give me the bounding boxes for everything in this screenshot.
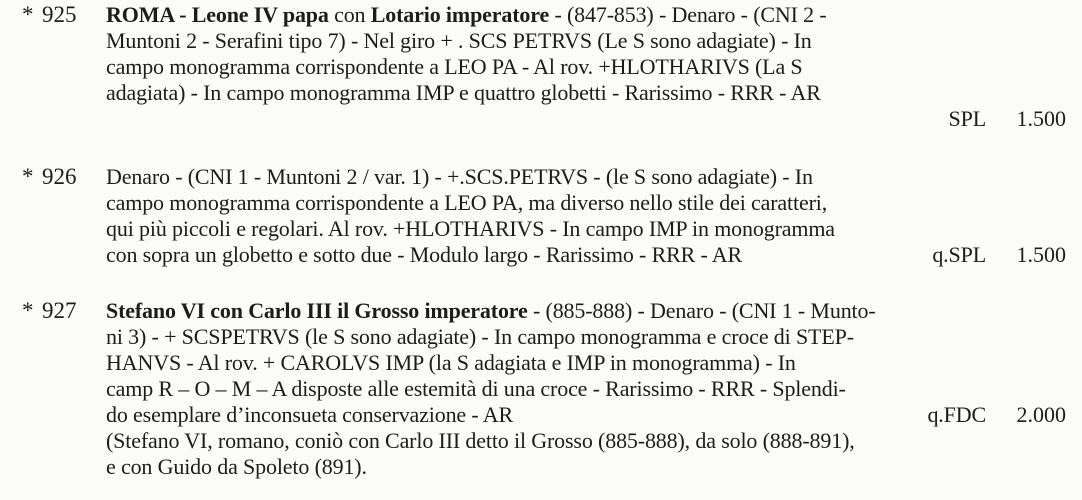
description-line: do esemplare d’inconsueta conservazione - AR q.FDC: [106, 402, 986, 427]
historical-note-line: (Stefano VI, romano, coniò con Carlo III detto il Grosso (885-888), da solo (888-891),: [106, 428, 855, 453]
description-line: Stefano VI con Carlo III il Grosso imperatore - (885-888) - Denaro - (CNI 1 - Munto-: [106, 298, 876, 323]
historical-note-line: e con Guido da Spoleto (891).: [106, 454, 367, 479]
lot-price: 1.500: [1016, 106, 1066, 131]
description-line: campo monogramma corrispondente a LEO PA - Al rov. +HLOTHARIVS (La S: [106, 54, 803, 79]
lot-grade: q.SPL: [932, 242, 986, 267]
lot-price: 1.500: [1016, 242, 1066, 267]
lot-pope-emperor: Stefano VI con Carlo III il Grosso imperatore: [106, 298, 528, 323]
lot-asterisk: *: [22, 298, 34, 323]
description-line: ni 3) - + SCSPETRVS (le S sono adagiate) - In campo monogramma e croce di STEP-: [106, 324, 854, 349]
description-line: con sopra un globetto e sotto due - Modulo largo - Rarissimo - RRR - AR q.SPL: [106, 242, 986, 267]
description-line: Denaro - (CNI 1 - Muntoni 2 / var. 1) - +.SCS.PETRVS - (le S sono adagiate) - In: [106, 164, 813, 189]
description-line: ROMA - Leone IV papa con Lotario imperatore - (847-853) - Denaro - (CNI 2 -: [106, 2, 827, 27]
description-line: Muntoni 2 - Serafini tipo 7) - Nel giro + . SCS PETRVS (Le S sono adagiate) - In: [106, 28, 812, 53]
description-line: adagiata) - In campo monogramma IMP e quattro globetti - Rarissimo - RRR - AR: [106, 80, 821, 105]
lot-asterisk: *: [22, 2, 34, 27]
lot-description: [106, 298, 986, 480]
lot-asterisk: *: [22, 164, 34, 189]
description-line: campo monogramma corrispondente a LEO PA, ma diverso nello stile dei caratteri,: [106, 190, 828, 215]
description-line: [106, 106, 986, 132]
lot-grade: q.FDC: [927, 402, 986, 427]
lot-number: 927: [42, 298, 77, 323]
lot-price: 2.000: [1016, 402, 1066, 427]
lot-description: [106, 2, 986, 132]
lot-description: [106, 164, 986, 268]
lot-emperor: Lotario imperatore: [370, 2, 550, 27]
lot-number: 926: [42, 164, 77, 189]
description-line: qui più piccoli e regolari. Al rov. +HLOTHARIVS - In campo IMP in monogramma: [106, 216, 835, 241]
description-line: camp R – O – M – A disposte alle estemità di una croce - Rarissimo - RRR - Splendi-: [106, 376, 846, 401]
description-line: HANVS - Al rov. + CAROLVS IMP (la S adagiata e IMP in monogramma) - In: [106, 350, 796, 375]
lot-mint-pope: ROMA - Leone IV papa: [106, 2, 329, 27]
lot-number: 925: [42, 2, 77, 27]
lot-grade: SPL: [948, 106, 986, 131]
